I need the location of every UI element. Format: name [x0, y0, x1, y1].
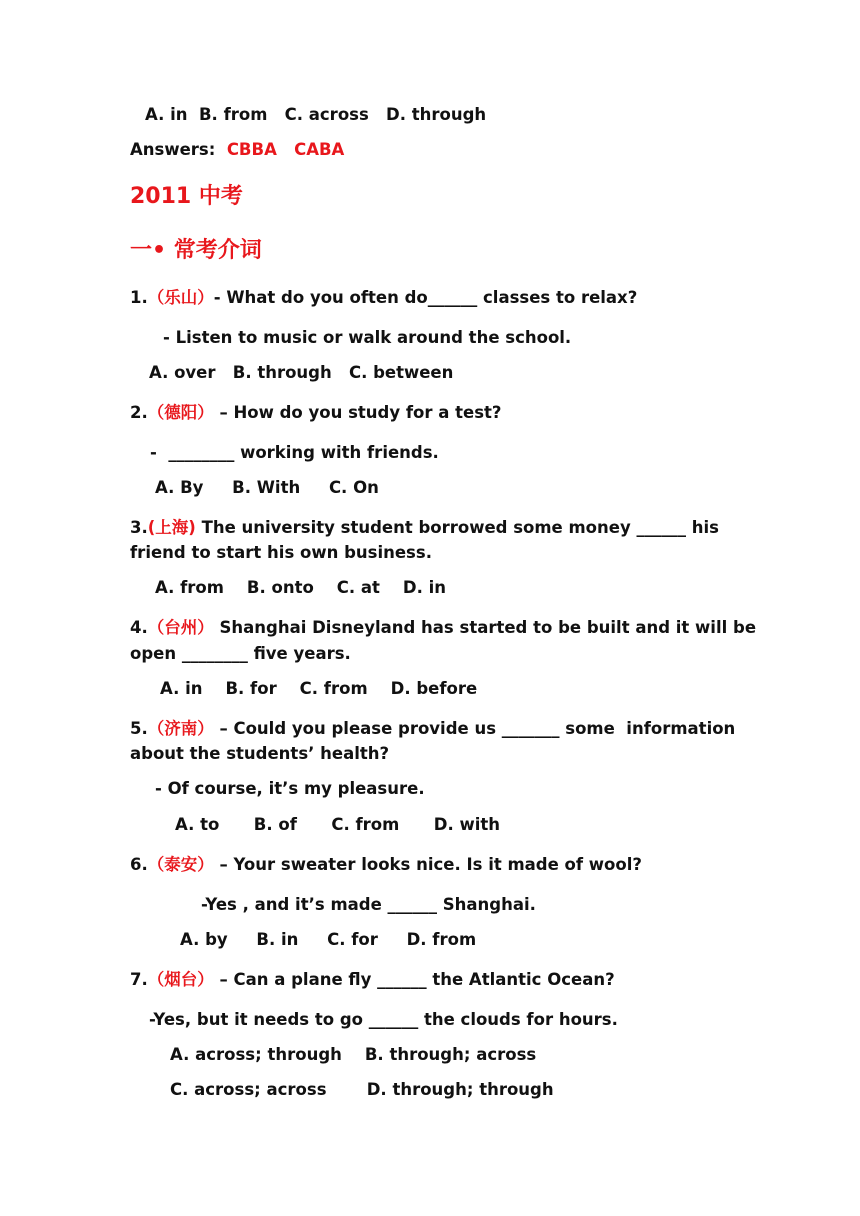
- question-4: [130, 617, 756, 639]
- question-7-options-2: C. across; across D. through; through: [170, 1080, 554, 1099]
- question-4-continued: open ________ five years.: [130, 644, 351, 663]
- question-region: (上海): [147, 518, 196, 537]
- question-5-continued: about the students’ health?: [130, 744, 390, 763]
- answers-line: [130, 139, 344, 161]
- previous-options: A. in B. from C. across D. through: [145, 105, 487, 124]
- question-region: （乐山）: [147, 288, 214, 307]
- question-number: 1.: [130, 288, 148, 307]
- question-text: Shanghai Disneyland has started to be built and it will be: [213, 618, 757, 637]
- question-text: – Could you please provide us _______ some information: [213, 719, 736, 738]
- question-number: 3.: [130, 518, 148, 537]
- question-region: （烟台）: [147, 970, 214, 989]
- question-6-response: -Yes , and it’s made ______ Shanghai.: [201, 895, 536, 914]
- question-number: 2.: [130, 403, 148, 422]
- question-region: （济南）: [147, 719, 214, 738]
- question-7: [130, 969, 615, 991]
- question-region: （台州）: [147, 618, 214, 637]
- question-1-response: - Listen to music or walk around the school.: [163, 328, 572, 347]
- question-text: The university student borrowed some money ______ his: [195, 518, 719, 537]
- question-text: – Your sweater looks nice. Is it made of wool?: [213, 855, 642, 874]
- answers-label: Answers:: [130, 140, 216, 159]
- question-number: 7.: [130, 970, 148, 989]
- question-text: – Can a plane fly ______ the Atlantic Ocean?: [213, 970, 615, 989]
- question-3-options: A. from B. onto C. at D. in: [155, 578, 447, 597]
- question-3: [130, 517, 719, 539]
- question-6-options: A. by B. in C. for D. from: [180, 930, 477, 949]
- question-4-options: A. in B. for C. from D. before: [160, 679, 478, 698]
- question-region: （泰安）: [147, 855, 214, 874]
- answers-value: CBBA CABA: [226, 140, 345, 159]
- question-region: （德阳）: [147, 403, 214, 422]
- question-7-options: A. across; through B. through; across: [170, 1045, 537, 1064]
- question-text: - What do you often do______ classes to relax?: [213, 288, 638, 307]
- question-2: [130, 402, 502, 424]
- heading-year: 2011 中考: [130, 184, 243, 209]
- question-3-continued: friend to start his own business.: [130, 543, 432, 562]
- question-text: – How do you study for a test?: [213, 403, 502, 422]
- question-5-options: A. to B. of C. from D. with: [175, 815, 501, 834]
- question-1-options: A. over B. through C. between: [149, 363, 454, 382]
- question-5: [130, 718, 735, 740]
- question-2-response: - ________ working with friends.: [150, 443, 439, 462]
- question-2-options: A. By B. With C. On: [155, 478, 379, 497]
- question-number: 6.: [130, 855, 148, 874]
- heading-section: 一• 常考介词: [130, 238, 262, 263]
- question-number: 5.: [130, 719, 148, 738]
- question-number: 4.: [130, 618, 148, 637]
- question-6: [130, 854, 642, 876]
- question-7-response: -Yes, but it needs to go ______ the clouds for hours.: [149, 1010, 618, 1029]
- question-1: [130, 287, 637, 309]
- question-5-response: - Of course, it’s my pleasure.: [155, 779, 425, 798]
